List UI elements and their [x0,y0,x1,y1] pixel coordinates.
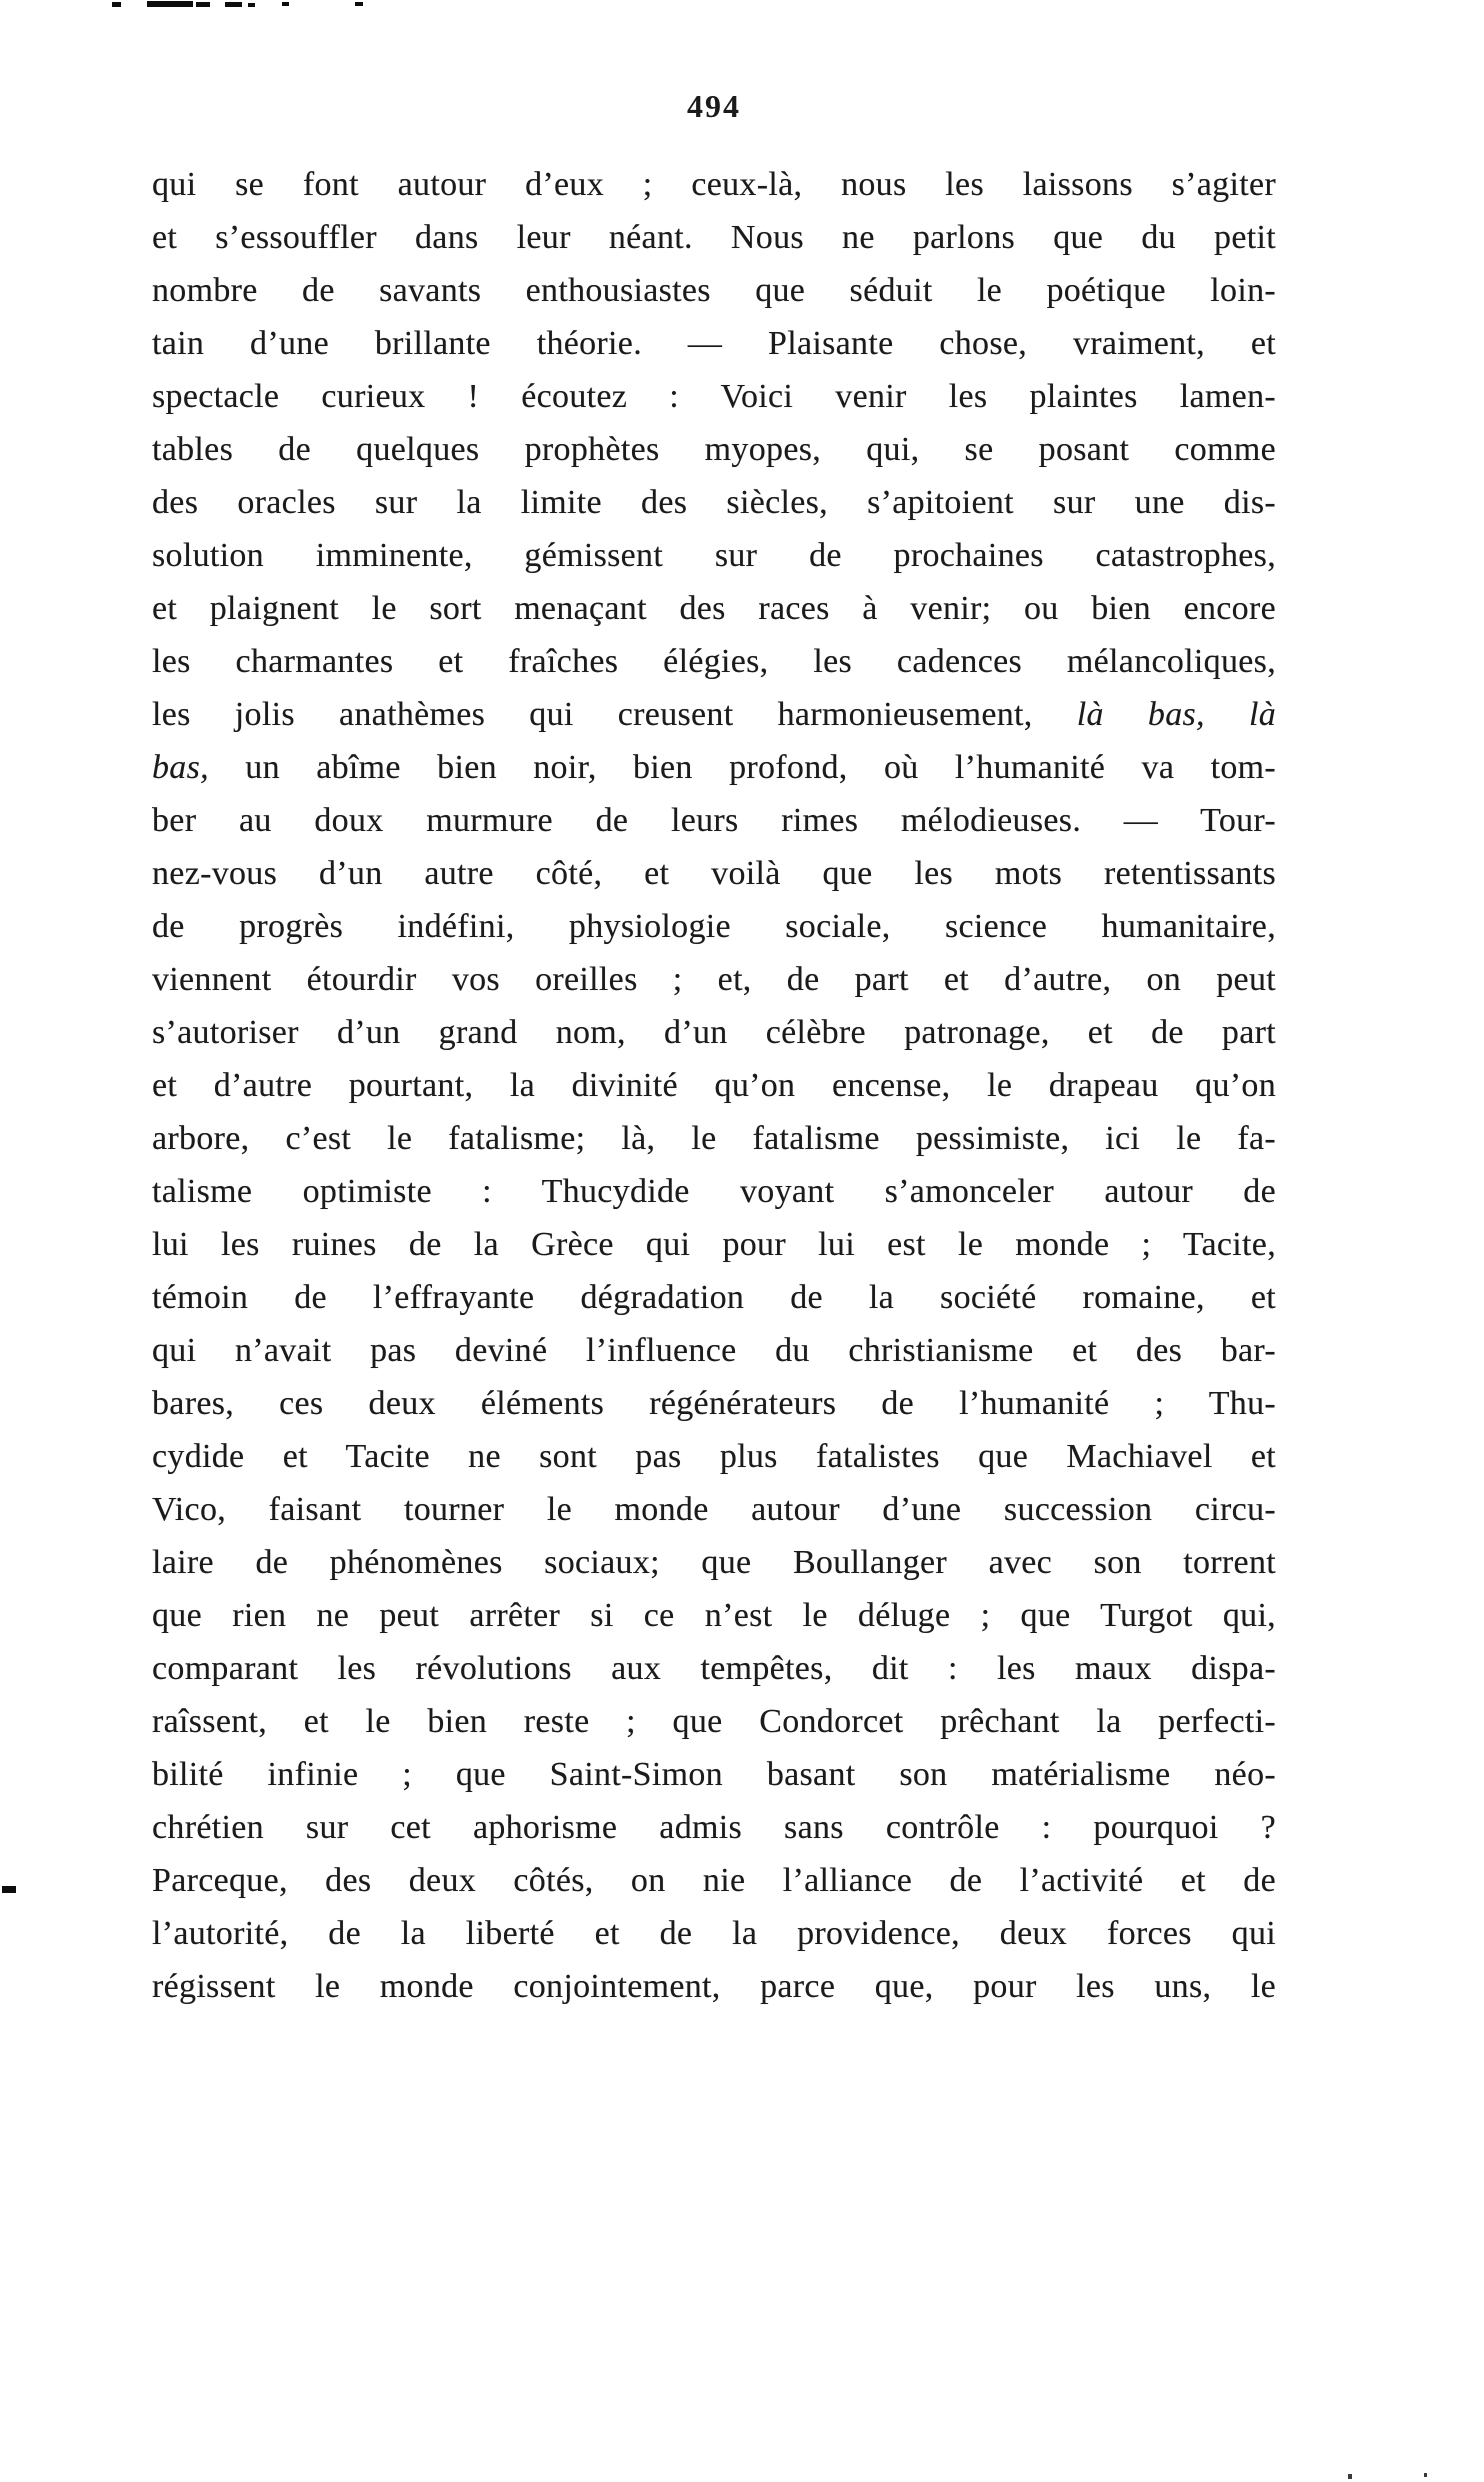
text-line [152,635,1276,688]
text-run: bilité infinie ; que Saint-Simon basant son matérialisme néo- [152,1756,1276,1793]
text-run: tain d’une brillante théorie. — Plaisante chose, vraiment, et [152,325,1276,362]
scan-noise-dash [355,2,363,6]
text-run: et s’essouffler dans leur néant. Nous ne parlons que du petit [152,219,1276,256]
text-run: s’autoriser d’un grand nom, d’un célèbre patronage, et de part [152,1014,1276,1051]
text-run: arbore, c’est le fatalisme; là, le fatalisme pessimiste, ici le fa- [152,1120,1276,1157]
text-line [152,1165,1276,1218]
text-run: les jolis anathèmes qui creusent harmonieusement, [152,696,1077,733]
text-run: raîssent, et le bien reste ; que Condorcet prêchant la perfecti- [152,1703,1276,1740]
text-run: les charmantes et fraîches élégies, les cadences mélancoliques, [152,643,1276,680]
text-line [152,847,1276,900]
text-run: qui n’avait pas deviné l’influence du christianisme et des bar- [152,1332,1276,1369]
text-line [152,1748,1276,1801]
text-line [152,1218,1276,1271]
text-run: viennent étourdir vos oreilles ; et, de part et d’autre, on peut [152,961,1276,998]
body-text [152,158,1276,2013]
text-run: laire de phénomènes sociaux; que Boullanger avec son torrent [152,1544,1276,1581]
scan-noise-speck [1424,2473,1427,2477]
text-line [152,1006,1276,1059]
text-run: et d’autre pourtant, la divinité qu’on encense, le drapeau qu’on [152,1067,1276,1104]
text-run: cydide et Tacite ne sont pas plus fatalistes que Machiavel et [152,1438,1276,1475]
text-line [152,476,1276,529]
text-run: l’autorité, de la liberté et de la providence, deux forces qui [152,1915,1276,1952]
text-run: nombre de savants enthousiastes que séduit le poétique loin- [152,272,1276,309]
text-line [152,1642,1276,1695]
text-run: et plaignent le sort menaçant des races à venir; ou bien encore [152,590,1276,627]
scan-noise-dash [196,2,210,7]
scan-noise-dash [2,1886,16,1893]
italic-text-run: là bas, là [1076,696,1276,733]
scan-noise-dash [112,2,121,7]
text-line [152,688,1276,741]
text-line [152,1854,1276,1907]
text-line [152,370,1276,423]
italic-text-run: bas, [152,749,209,786]
text-run: solution imminente, gémissent sur de prochaines catastrophes, [152,537,1276,574]
text-run: des oracles sur la limite des siècles, s’apitoient sur une dis- [152,484,1276,521]
text-line [152,1695,1276,1748]
text-line [152,264,1276,317]
text-run: talisme optimiste : Thucydide voyant s’amonceler autour de [152,1173,1276,1210]
text-run: un abîme bien noir, bien profond, où l’humanité va tom- [208,749,1276,786]
scan-noise-dash [248,3,255,7]
text-run: bares, ces deux éléments régénérateurs de l’humanité ; Thu- [152,1385,1276,1422]
text-run: Vico, faisant tourner le monde autour d’une succession circu- [152,1491,1276,1528]
text-run: de progrès indéfini, physiologie sociale, science humanitaire, [152,908,1276,945]
text-run: chrétien sur cet aphorisme admis sans contrôle : pourquoi ? [152,1809,1276,1846]
text-run: tables de quelques prophètes myopes, qui, se posant comme [152,431,1276,468]
scan-noise-dash [147,1,193,7]
text-line [152,1801,1276,1854]
text-line [152,1271,1276,1324]
text-line [152,1907,1276,1960]
text-line [152,582,1276,635]
text-line [152,211,1276,264]
text-run: témoin de l’effrayante dégradation de la société romaine, et [152,1279,1276,1316]
text-line [152,423,1276,476]
text-line [152,953,1276,1006]
text-run: que rien ne peut arrêter si ce n’est le déluge ; que Turgot qui, [152,1597,1276,1634]
text-line [152,1589,1276,1642]
text-run: régissent le monde conjointement, parce que, pour les uns, le [152,1968,1276,2005]
text-line [152,1059,1276,1112]
text-line [152,1112,1276,1165]
text-line [152,1536,1276,1589]
page-number: 494 [687,88,741,124]
text-line [152,529,1276,582]
scan-noise-dash [225,2,242,7]
text-run: spectacle curieux ! écoutez : Voici venir les plaintes lamen- [152,378,1276,415]
text-run: lui les ruines de la Grèce qui pour lui est le monde ; Tacite, [152,1226,1276,1263]
text-run: nez-vous d’un autre côté, et voilà que les mots retentissants [152,855,1276,892]
text-line [152,1960,1276,2013]
text-line [152,741,1276,794]
text-run: comparant les révolutions aux tempêtes, dit : les maux dispa- [152,1650,1276,1687]
text-line [152,1430,1276,1483]
text-line [152,1483,1276,1536]
text-run: ber au doux murmure de leurs rimes mélodieuses. — Tour- [152,802,1276,839]
text-line [152,794,1276,847]
text-run: Parceque, des deux côtés, on nie l’alliance de l’activité et de [152,1862,1276,1899]
text-line [152,158,1276,211]
scan-noise-speck [1348,2474,1352,2479]
text-line [152,900,1276,953]
scan-noise-dash [282,2,289,6]
text-line [152,1324,1276,1377]
text-run: qui se font autour d’eux ; ceux-là, nous les laissons s’agiter [152,166,1276,203]
text-line [152,317,1276,370]
text-line [152,1377,1276,1430]
